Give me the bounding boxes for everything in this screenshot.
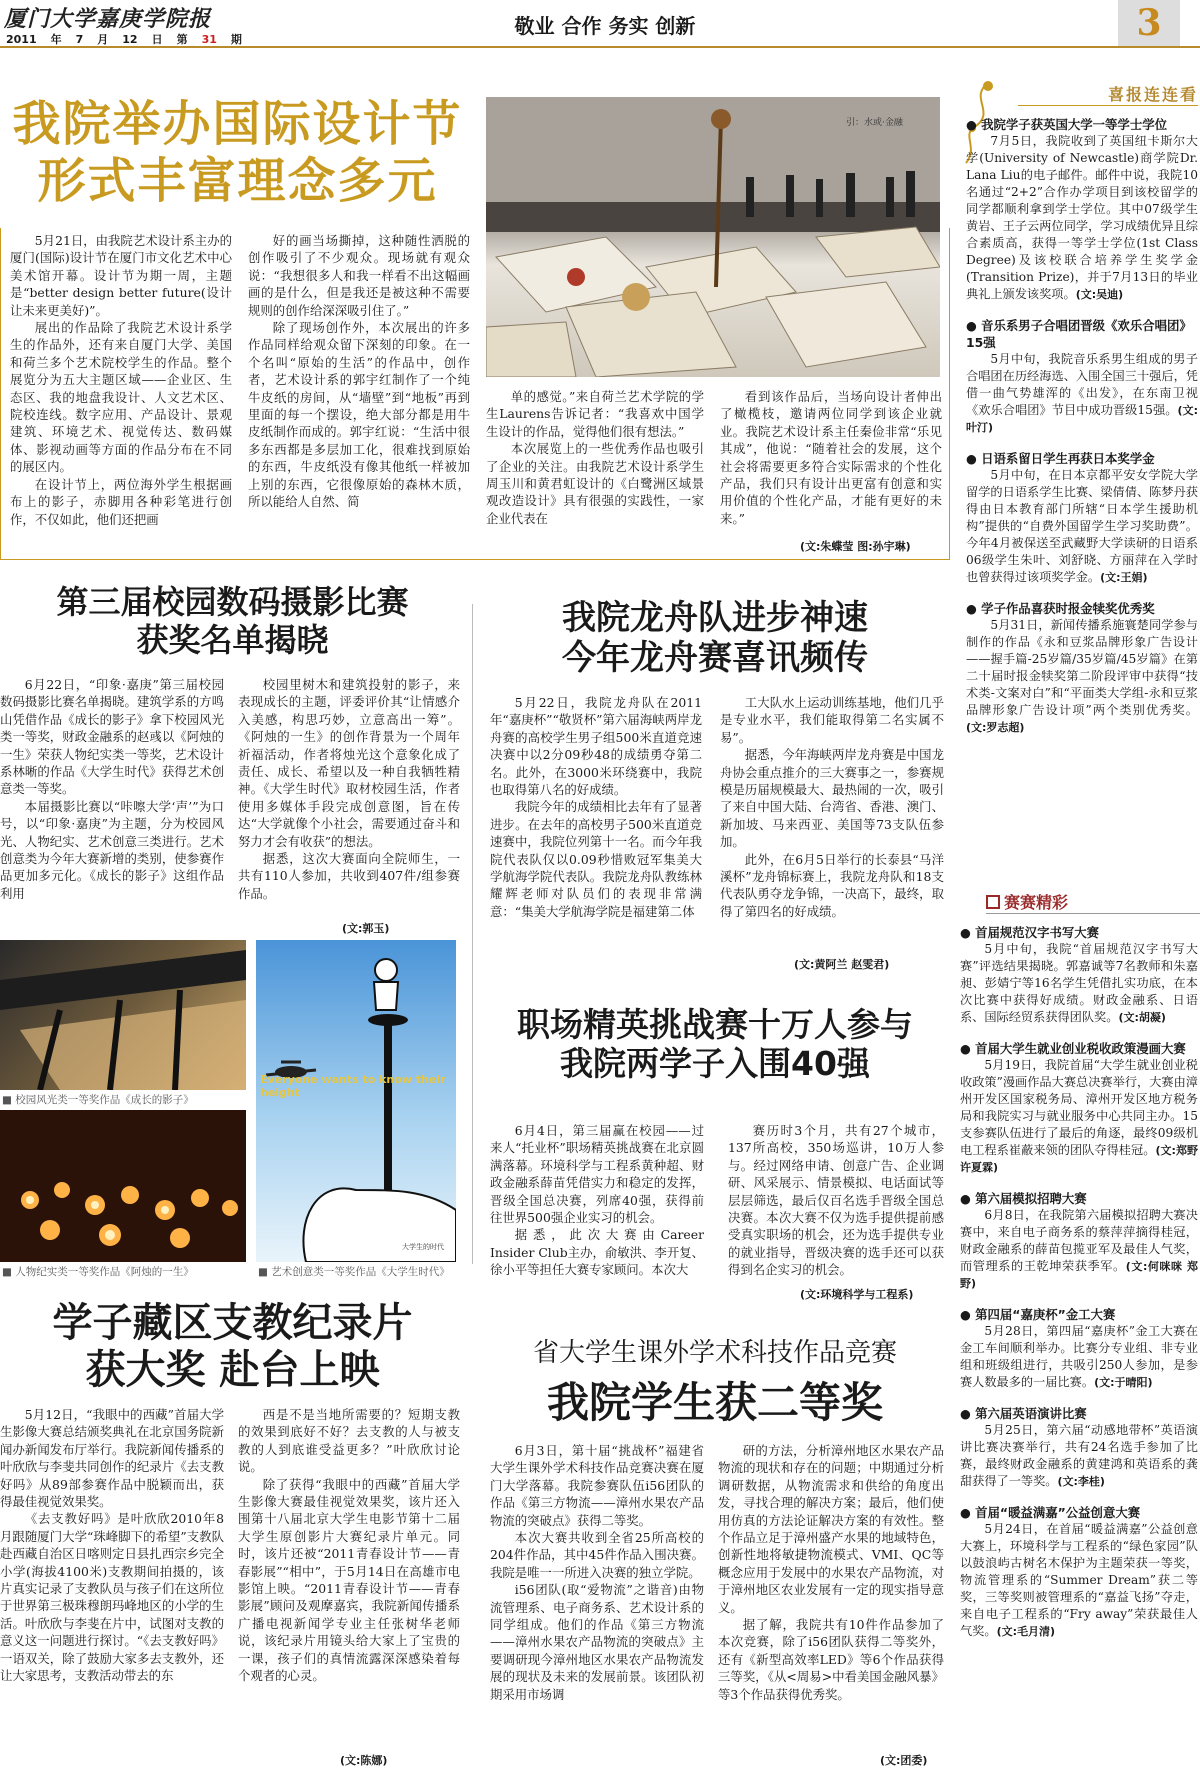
sidebar-item-credit: (文:王娟) xyxy=(1100,571,1148,584)
contest-item-title: ● 第四届“嘉庚杯”金工大赛 xyxy=(960,1306,1198,1323)
sidebar-item-body: 5月31日，新闻传播系施寰楚同学参与制作的作品《永和豆浆品牌形象广告设计——握手篇-25岁篇/35岁篇/45岁篇》在第二十届时报金犊奖第二阶段评审中获得“技术类-文案对白”和“平面类大学组-永和豆浆品牌形象广告设计项”两个类别优秀奖。(文:罗志超) xyxy=(966,618,1198,734)
sidebar-item-title: ● 日语系留日学生再获日本奖学金 xyxy=(966,450,1198,467)
article3-col2: 工大队水上运动训练基地，他们几乎是专业水平，我们能取得第二名实属不易”。 据悉，今年海峡两岸龙舟赛是中国龙舟协会重点推介的三大赛事之一，参赛规模是历届规模最大、最热闹的一次，吸引了来自中国大陆、台湾省、香港、澳门、新加坡、马来西亚、美国等73支队伍参加。 此外，在6月5日举行的长泰县“马洋溪杯”龙舟锦标赛上，我院龙舟队和18支代表队勇夺龙争锦，一决高下，最终，取得了第四名的好成绩。 xyxy=(720,695,944,919)
contest-item-credit: (文:李桂) xyxy=(1057,1475,1105,1488)
contests-header: 赛赛精彩 xyxy=(986,890,1200,914)
sidebar-item-title: ● 我院学子获英国大学一等学士学位 xyxy=(966,116,1198,133)
article1-col3: 单的感觉。”来自荷兰艺术学院的学生Laurens告诉记者：“我喜欢中国学生设计的作品，觉得他们很有想法。” 本次展览上的一些优秀作品也吸引了企业的关注。由我院艺术设计系学生周玉川和黄君虹设计的《白鹭洲区域景观改造设计》具有很强的实践性，一家企业代表在 xyxy=(486,389,704,526)
sidebar-item-body: 7月5日，我院收到了英国纽卡斯尔大学(University of Newcastle)商学院Dr. Lana Liu的电子邮件。邮件中说，我院10名通过“2+2”合作办学项目到该校留学的同学都顺利拿到学士学位。其中07级学生黄岩、王子云两位同学，学习成绩优异且综合素质高，获得一等学士学位(1st Class Degree)及该校联合培养学生奖学金(Transition Prize)，并于7月13日的毕业典礼上颁发该奖项。(文:吴迪) xyxy=(966,134,1198,301)
article2-credit: (文:郭玉) xyxy=(342,922,390,935)
sidebar-list xyxy=(966,116,1198,750)
article5-title: 学子藏区支教纪录片 获大奖 赴台上映 xyxy=(52,1300,413,1394)
contest-item-body: 5月28日，第四届“嘉庚杯”金工大赛在金工车间顺利举办。比赛分专业组、非专业组和班级组进行，共吸引250人参加，是参赛人数最多的一届比赛。(文:于晴阳) xyxy=(960,1324,1198,1389)
article6-title: 我院学生获二等奖 xyxy=(546,1378,883,1427)
contests-list xyxy=(960,924,1198,1654)
sidebar-item xyxy=(966,600,1198,736)
article3-col1: 5月22日，我院龙舟队在2011年“嘉庚杯”“敬贤杯”第六届海峡两岸龙舟赛的高校学生男子组500米直道竞速决赛中以2分09秒48的成绩勇夺第二名。此外，在3000米环绕赛中，我院也取得第八名的好成绩。 我院今年的成绩相比去年有了显著进步。在去年的高校男子500米直道竞速赛中，我院位列第十一名。而今年我院代表队仅以0.09秒惜败冠军集美大学航海学院代表队。我院龙舟队教练林耀辉老师对队员们的表现非常满意：“集美大学航海学院是福建第二体 xyxy=(490,695,702,919)
contest-item xyxy=(960,1040,1198,1176)
good-news-sidebar xyxy=(958,78,1200,878)
caption-candle: ■ 人物纪实类一等奖作品《阿烛的一生》 xyxy=(2,1266,194,1278)
contest-item-title: ● 首届规范汉字书写大赛 xyxy=(960,924,1198,941)
square-icon xyxy=(986,895,1000,909)
article5-col2: 西是不是当地所需要的？短期支教的效果到底好不好？去支教的人与被支教的人到底谁受益更多？”叶欣欣讨论说。 除了获得“我眼中的西藏”首届大学生影像大赛最佳视觉效果奖，该片还入围第十八届北京大学生电影节第十二届大学生原创影片大赛纪录片单元。同时，该片还被“2011青春设计节——青春影展”“相中”，于5月14日在高雄市电影馆上映。“2011青春设计节——青春影展”顾问及观摩嘉宾，我院新闻传播系广播电视新闻学专业主任张树华老师说，该纪录片用镜头给大家上了宝贵的一课，孩子们的真情流露深深感染着每个观者的心灵。 xyxy=(238,1407,460,1684)
design-festival-photo xyxy=(486,97,940,377)
article1-title: 我院举办国际设计节 形式丰富理念多元 xyxy=(12,96,463,209)
caption-shadow: ■ 校园风光类一等奖作品《成长的影子》 xyxy=(2,1094,194,1106)
contest-item xyxy=(960,1190,1198,1292)
article6-kicker: 省大学生课外学术科技作品竞赛 xyxy=(532,1338,897,1368)
sidebar-item-title: ● 音乐系男子合唱团晋级《欢乐合唱团》15强 xyxy=(966,317,1198,351)
contest-item-title: ● 第六届模拟招聘大赛 xyxy=(960,1190,1198,1207)
contest-item-body: 5月25日，第六届“动感地带杯”英语演讲比赛决赛举行，共有24名选手参加了比赛，最终财政金融系的黄建鸿和英语系的龚甜获得了一等奖。(文:李桂) xyxy=(960,1423,1198,1488)
article6-col2: 研的方法，分析漳州地区水果农产品物流的现状和存在的问题；中期通过分析调研数据，从物流需求和供给的角度出发，寻找合理的解决方案；最后，他们使用仿真的方法论证解决方案的有效性。整个作品立足于漳州盛产水果的地域特色，创新性地将敏捷物流模式、VMI、QC等概念应用于发展中的水果农产品物流，对于漳州地区农业发展有一定的现实指导意义。 据了解，我院共有10件作品参加了本次竞赛，除了i56团队获得二等奖外，还有《新型高效率LED》等6个作品获得三等奖，《从<周易>中看美国金融风暴》等3个作品获得优秀奖。 xyxy=(718,1443,944,1702)
article1-col4: 看到该作品后，当场向设计者伸出了橄榄枝，邀请两位同学到该企业就业。我院艺术设计系主任秦俭非常“乐见其成”，他说：“随着社会的发展，这个社会将需要更多符合实际需求的个性化产品，我们只有设计出更富有创意和实用价值的个性化产品，才能有更好的未来。” xyxy=(720,389,942,526)
sidebar-header: 喜报连连看 xyxy=(1018,82,1198,106)
contest-item-body: 6月8日，在我院第六届模拟招聘大赛决赛中，来自电子商务系的蔡萍萍摘得桂冠，财政金融系的薛苗包揽亚军及最佳人气奖，而管理系的王乾坤荣获季军。(文:何咪咪 郑野) xyxy=(960,1208,1198,1290)
sidebar-item xyxy=(966,116,1198,303)
contest-item-title: ● 首届“暖益满嘉”公益创意大赛 xyxy=(960,1504,1198,1521)
sidebar-item-credit: (文:叶汀) xyxy=(966,404,1198,434)
article6-col1: 6月3日，第十届“挑战杯”福建省大学生课外学术科技作品竞赛决赛在厦门大学落幕。我院参赛队伍i56团队的作品《第三方物流——漳州水果农产品物流的突破点》获得二等奖。 本次大赛共收到全省25所高校的204件作品，其中45件作品入围决赛。我院是唯一一所进入决赛的独立学院。 i56团队(取“爱物流”之谐音)由物流管理系、电子商务系、艺术设计系的同学组成。他们的作品《第三方物流——漳州水果农产品物流的突破点》主要调研现今漳州地区水果农产品物流发展的现状及未来的发展前景。该团队初期采用市场调 xyxy=(490,1443,704,1702)
contest-item-credit: (文:于晴阳) xyxy=(1094,1376,1153,1389)
contest-item-title: ● 首届大学生就业创业税收政策漫画大赛 xyxy=(960,1040,1198,1057)
sidebar-item xyxy=(966,317,1198,436)
candle-photo xyxy=(0,1110,246,1262)
caption-poster: ■ 艺术创意类一等奖作品《大学生时代》 xyxy=(258,1266,450,1278)
masthead xyxy=(0,0,1200,48)
page-number: 3 xyxy=(1118,0,1180,46)
shadow-photo xyxy=(0,940,246,1090)
contest-item-body: 5月24日，在首届“暖益满嘉”公益创意大赛上，环境科学与工程系的“绿色家园”队以鼓浪屿古树名木保护为主题荣获一等奖，物流管理系的“Summer Dream”获二等奖，三等奖则被管理系的“嘉益飞扬”夺走，来自电子工程系的“Fry away”荣获最佳人气奖。(文:毛月清) xyxy=(960,1522,1198,1638)
article6-credit: (文:团委) xyxy=(880,1754,928,1767)
column-divider xyxy=(472,604,473,1264)
article3-title: 我院龙舟队进步神速 今年龙舟赛喜讯频传 xyxy=(562,598,868,679)
contest-item-credit: (文:何咪咪 郑野) xyxy=(960,1260,1198,1290)
paper-name: 厦门大学嘉庚学院报 xyxy=(4,6,212,32)
photo-tag: 引：水或·金融 xyxy=(846,118,903,128)
sidebar-item xyxy=(966,450,1198,586)
article1-col1: 5月21日，由我院艺术设计系主办的厦门(国际)设计节在厦门市文化艺术中心美术馆开幕。设计节为期一周，主题是“better design better future(设计让未来更美好)”。 展出的作品除了我院艺术设计系学生的作品外，还有来自厦门大学、美国和荷兰多个艺术院校学生的作品。整个展览分为五大主题区域——企业区、生态区、我的地盘我设计、人文艺术区、院校连线。数字应用、产品设计、景观建筑、环境艺术、视觉传达、数码媒体、影视动画等方面的作品分布在不同的展区内。 在设计节上，两位海外学生根据画布上的影子，赤脚用各种彩笔进行创作，不仅如此，他们还把画 xyxy=(10,233,232,527)
contest-item xyxy=(960,1306,1198,1391)
contest-item-credit: (文:胡凝) xyxy=(1118,1011,1166,1024)
contest-item xyxy=(960,1504,1198,1640)
article4-credit: (文:环境科学与工程系) xyxy=(800,1288,914,1301)
contest-item-credit: (文:毛月清) xyxy=(996,1625,1056,1638)
article5-credit: (文:陈娜) xyxy=(340,1754,388,1767)
contest-item-body: 5月19日，我院首届“大学生就业创业税收政策”漫画作品大赛总决赛举行，大赛由漳州开发区国家税务局、漳州开发区地方税务局和我院实习与就业服务中心共同主办。15支参赛队伍进行了最后的角逐，最终09级机电工程系崔蔽来领的团队夺得桂冠。(文:郑野 许夏霖) xyxy=(960,1058,1198,1174)
article1-col2: 好的画当场撕掉，这种随性洒脱的创作吸引了不少观众。现场就有观众说：“我想很多人和我一样看不出这幅画画的是什么，但是我还是被这种不需要规则的创作给深深吸引住了。” 除了现场创作外，本次展出的许多作品同样给观众留下深刻的印象。在一个名叫“原始的生活”的作品中，创作者，艺术设计系的郭宇红制作了一个纯牛皮纸的房间，从“墙壁”到“地板”再到里面的每一个摆设，绝大部分都是用牛皮纸制作而成的。郭宇红说：“生活中很多东西都是多层加工化，很难找到原始的东西，牛皮纸没有像其他纸一样被加上别的东西，它很像原始的森林木质，所以能给人自然、简 xyxy=(248,233,470,510)
article4-col1: 6月4日，第三届赢在校园——过来人“托业杯”职场精英挑战赛在北京圆满落幕。环境科学与工程系黄种超、财政金融系薛苗凭借实力和稳定的发挥，晋级全国总决赛，列席40强，获得前往世界500强企业实习的机会。 据悉，此次大赛由Career Insider Club主办，俞敏洪、李开复、徐小平等担任大赛专家顾问。本次大 xyxy=(490,1123,704,1278)
sidebar-item-credit: (文:吴迪) xyxy=(1075,288,1124,301)
contest-item xyxy=(960,924,1198,1026)
article2-col2: 校园里树木和建筑投射的影子，来表现成长的主题，评委评价其“让情感介入美感，构思巧妙，立意高出一筹”。《阿烛的一生》的创作背景为一个周年祈福活动，作者将烛光这个意象化成了责任、成长、希望以及一种自我牺牲精神。《大学生时代》取材校园生活，作者使用多媒体手段完成创意图，旨在传达“大学就像个小社会，需要通过奋斗和努力才会有收获”的想法。 据悉，这次大赛面向全院师生，一共有110人参加，共收到407件/组参赛作品。 xyxy=(238,677,460,901)
motto: 敬业 合作 务实 创新 xyxy=(514,14,696,38)
article3-credit: (文:黄阿兰 赵雯君) xyxy=(794,958,890,971)
contest-item-credit: (文:郑野 许夏霖) xyxy=(960,1144,1198,1174)
contest-item xyxy=(960,1405,1198,1490)
university-poster xyxy=(256,940,456,1262)
sidebar-item-body: 5月中旬，我院音乐系男生组成的男子合唱团在历经海选、入围全国三十强后，凭借一曲气势雄浑的《出发》，在东南卫视《欢乐合唱团》节目中成功晋级15强。(文:叶汀) xyxy=(966,352,1198,434)
poster-slogan: Everyone wants to know their height xyxy=(260,1073,446,1099)
article4-col2: 赛历时3个月，共有27个城市，137所高校，350场巡讲，10万人参与。经过网络申请、创意广告、企业调研、风采展示、情景模拟、电话面试等层层筛选，最后仅百名选手晋级全国总决赛。本次大赛不仅为选手提供提前感受真实职场的机会，还为选手提供专业的就业指导，晋级决赛的选手还可以获得到名企实习的机会。 xyxy=(728,1123,944,1278)
article1-credit: (文:朱蝶莹 图:孙宇琳) xyxy=(800,540,911,553)
contest-item-title: ● 第六届英语演讲比赛 xyxy=(960,1405,1198,1422)
issue-date: 2011 年 7 月 12 日 第 31 期 xyxy=(6,33,242,46)
sidebar-item-body: 5月中旬，在日本京都平安女学院大学留学的日语系学生比赛、梁倩倩、陈梦丹获得由日本教育部门所辖“日本学生援助机构”提供的“自费外国留学生学习奖助费”。今年4月被保送至武藏野大学读研的日语系06级学生朱叶、刘舒晓、方丽萍在入学时也曾获得过该项奖学金。(文:王娟) xyxy=(966,468,1198,584)
contest-item-body: 5月中旬，我院“首届规范汉字书写大赛”评选结果揭晓。郭嘉诚等7名教师和朱嘉昶、彭婧宁等16名学生凭借扎实功底，在本次比赛中获得好成绩。财政金融系、日语系、国际经贸系获得团队奖。(文:胡凝) xyxy=(960,942,1198,1024)
poster-subtitle: 大学生的时代 xyxy=(402,1243,444,1251)
article5-col1: 5月12日，“我眼中的西藏”首届大学生影像大赛总结颁奖典礼在北京国务院新闻办新闻发布厅举行。我院新闻传播系的叶欣欣与李斐共同创作的纪录片《去支教好吗》从89部参赛作品中脱颖而出，获得最佳视觉效果奖。 《去支教好吗》是叶欣欣2010年8月跟随厦门大学“珠峰脚下的希望”支教队赴西藏自治区日喀则定日县扎西宗乡完全小学(海拔4100米)支教期间拍摄的，该片真实记录了支教队员与孩子们在这所位于世界第三极珠穆朗玛峰地区的小学的生活。叶欣欣与李斐在片中，试图对支教的意义这一问题进行探讨。“《去支教好吗》一语双关，除了鼓励大家多去支教外，还让大家思考，支教活动带去的东 xyxy=(0,1407,224,1684)
article2-col1: 6月22日，“印象·嘉庚”第三届校园数码摄影比赛名单揭晓。建筑学系的方鸣山凭借作品《成长的影子》拿下校园风光类一等奖，财政金融系的赵彧以《阿烛的一生》荣获人物纪实类一等奖，艺术设计系林晰的作品《大学生时代》获得艺术创意类一等奖。 本届摄影比赛以“咔嚓大学‘声’”为口号，以“印象·嘉庚”为主题，分为校园风光、人物纪实、艺术创意三类进行。艺术创意类为今年大赛新增的类别，使参赛作品更加多元化。《成长的影子》这组作品利用 xyxy=(0,677,224,901)
sidebar-item-title: ● 学子作品喜获时报金犊奖优秀奖 xyxy=(966,600,1198,617)
article2-title: 第三届校园数码摄影比赛 获奖名单揭晓 xyxy=(56,583,409,659)
article4-title: 职场精英挑战赛十万人参与 我院两学子入围40强 xyxy=(517,1005,913,1083)
sidebar-item-credit: (文:罗志超) xyxy=(966,721,1025,734)
